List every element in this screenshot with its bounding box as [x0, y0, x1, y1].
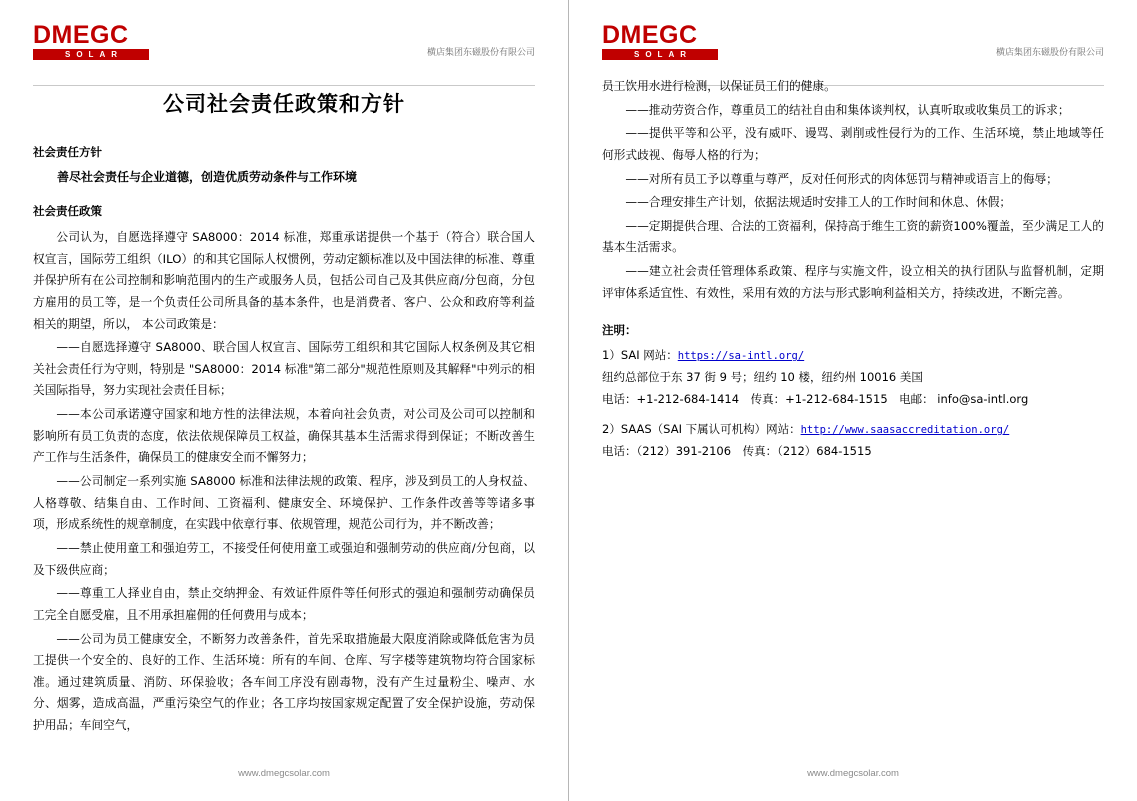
page-2-content	[602, 76, 1104, 462]
paragraph: ——公司为员工健康安全，不断努力改善条件，首先采取措施最大限度消除或降低危害为员工提供一个安全的、良好的工作、生活环境：所有的车间、仓库、写字楼等建筑物均符合国家标准。通过建筑质量、消防、环保验收；各车间工序没有剧毒物，没有产生过量粉尘、噪声、水分、烟雾，造成高温，严重污染空气的作业；各工序均按国家规定配置了安全保护设施，劳动保护用品；车间空气，	[33, 631, 535, 733]
header-company-name: 横店集团东磁股份有限公司	[995, 48, 1104, 58]
section-heading-policy-guideline: 社会责任方针	[33, 145, 102, 159]
note-label: 1）SAI 网站：	[602, 348, 678, 363]
header-company-name: 横店集团东磁股份有限公司	[426, 48, 535, 58]
notes-heading: 注明：	[602, 323, 637, 338]
page-1-content	[33, 76, 535, 739]
paragraph: ——建立社会责任管理体系政策、程序与实施文件，设立相关的执行团队与监督机制，定期评审体系适宜性、有效性，采用有效的方法与形式影响利益相关方，持续改进，不断完善。	[602, 264, 1104, 300]
paragraph: ——本公司承诺遵守国家和地方性的法律法规，本着向社会负责，对公司及公司可以控制和影响所有员工负责的态度，依法依规保障员工权益，确保其基本生活需求得到保证；不断改善生产工作与生活条件，确保员工的健康安全而不懈努力；	[33, 407, 535, 465]
paragraph: 公司认为，自愿选择遵守 SA8000：2014 标准，郑重承诺提供一个基于（符合）联合国人权宣言，国际劳工组织（ILO）的和其它国际人权惯例，劳动定额标准以及中国法律的标准、尊重并保护所有在公司控制和影响范围内的生产或服务人员，包括公司自己及其供应商/分包商，分包方雇用的员工等，是一个负责任公司所具备的基本条件，也是消费者、客户、公众和政府等利益相关的期望，所以， 本公司政策是：	[33, 230, 535, 331]
logo-wordmark: DMEGC	[602, 21, 698, 49]
note-label: 2）SAAS（SAI 下属认可机构）网站：	[602, 421, 801, 436]
dmegc-logo	[33, 22, 149, 60]
page-footer-url: www.dmegcsolar.com	[807, 768, 899, 779]
page-footer-url: www.dmegcsolar.com	[238, 768, 330, 779]
page-header	[569, 22, 1137, 66]
paragraph: ——定期提供合理、合法的工资福利，保持高于维生工资的薪资100%覆盖，至少满足工人的基本生活需求。	[602, 218, 1104, 255]
dmegc-logo	[602, 22, 718, 60]
document-page-1	[0, 0, 568, 801]
paragraph: ——合理安排生产计划，依据法规适时安排工人的工作时间和休息、休假；	[625, 195, 1012, 210]
page-title: 公司社会责任政策和方针	[163, 92, 405, 116]
paragraph: 员工饮用水进行检测，以保证员工们的健康。	[602, 79, 836, 93]
logo-subtitle: SOLAR	[602, 49, 718, 60]
note-contact-line: 电话：+1-212-684-1414 传真：+1-212-684-1515 电邮： info@sa-intl.org	[602, 391, 1029, 406]
paragraph: ——对所有员工予以尊重与尊严，反对任何形式的肉体惩罚与精神或语言上的侮辱；	[625, 171, 1058, 186]
document-page-2	[569, 0, 1137, 801]
note-address-line: 纽约总部位于东 37 街 9 号；纽约 10 楼，纽约州 10016 美国	[602, 370, 923, 385]
note-item	[602, 419, 1104, 440]
sai-website-link[interactable]: https://sa-intl.org/	[677, 350, 805, 363]
paragraph: ——自愿选择遵守 SA8000、联合国人权宣言、国际劳工组织和其它国际人权条例及其它相关社会责任行为守则，特别是 "SA8000：2014 标准"第二部分"规范性原则及其解释"中列示的相关国际指导，努力实现社会责任目标；	[33, 340, 535, 398]
saas-website-link[interactable]: http://www.saasaccreditation.org/	[800, 423, 1010, 436]
logo-subtitle: SOLAR	[33, 49, 149, 60]
logo-wordmark: DMEGC	[33, 21, 129, 49]
section-subheading-slogan: 善尽社会责任与企业道德，创造优质劳动条件与工作环境	[57, 170, 358, 184]
paragraph: ——禁止使用童工和强迫劳工，不接受任何使用童工或强迫和强制劳动的供应商/分包商，以及下级供应商；	[33, 540, 535, 577]
paragraph: ——推动劳资合作，尊重员工的结社自由和集体谈判权，认真听取或收集员工的诉求；	[625, 102, 1070, 117]
paragraph: ——尊重工人择业自由，禁止交纳押金、有效证件原件等任何形式的强迫和强制劳动确保员工完全自愿受雇，且不用承担雇佣的任何费用与成本；	[33, 586, 535, 622]
paragraph: ——提供平等和公平，没有威吓、谩骂、剥削或性侵行为的工作、生活环境，禁止地域等任何形式歧视、侮辱人格的行为；	[602, 126, 1104, 162]
section-heading-policy: 社会责任政策	[33, 204, 102, 218]
note-item	[602, 345, 1104, 366]
note-contact-line: 电话：（212）391-2106 传真：（212）684-1515	[602, 443, 872, 458]
page-header	[0, 22, 568, 66]
paragraph: ——公司制定一系列实施 SA8000 标准和法律法规的政策、程序，涉及到员工的人身权益、人格尊敬、结集自由、工作时间、工资福利、健康安全、环境保护、工作条件改善等等诸多事项，形成系统性的规章制度，在实践中依章行事、依规管理，规范公司行为，并不断改善；	[33, 474, 535, 532]
